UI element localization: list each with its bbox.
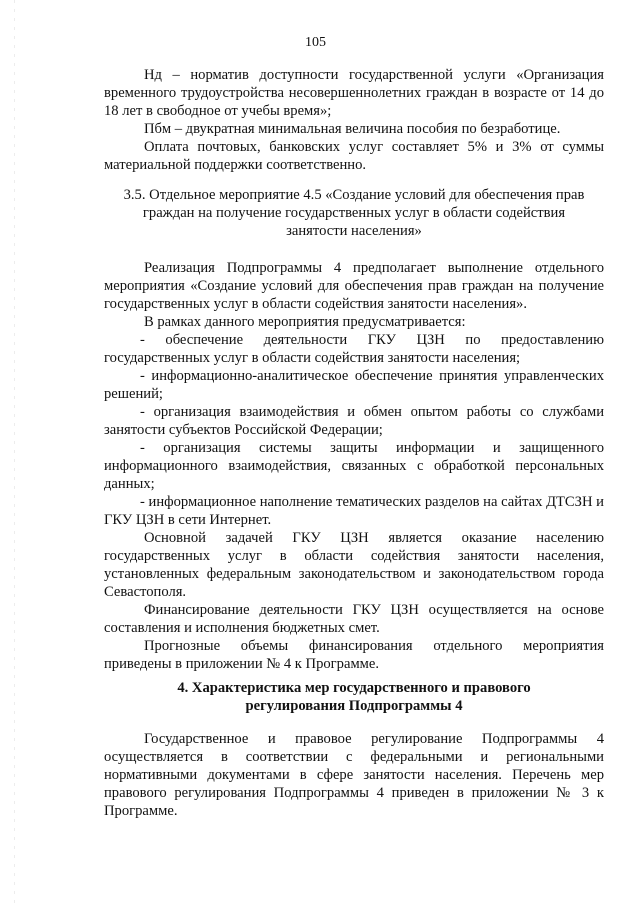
section-3-5-title-line2: граждан на получение государственных услуг в области содействия bbox=[142, 205, 566, 221]
paragraph-nd-definition: Нд – норматив доступности государственной услуги «Организация временного трудоустройства несовершеннолетних граждан в возрасте от 14 до 18 лет в свободное от учебы время»; bbox=[104, 67, 604, 119]
list-item-activity-5: - информационное наполнение тематических разделов на сайтах ДТСЗН и ГКУ ЦЗН в сети Интернет. bbox=[104, 494, 604, 528]
paragraph-regulation: Государственное и правовое регулирование Подпрограммы 4 осуществляется в соответствии с федеральными и региональными нормативными документами в сфере занятости населения. Перечень мер правового регулирования Подпрограммы 4 приведен в приложении № 3 к Программе. bbox=[104, 731, 604, 819]
list-item-activity-4: - организация системы защиты информации и защищенного информационного взаимодействия, связанных с обработкой персональных данных; bbox=[104, 440, 604, 492]
section-3-5-body bbox=[104, 259, 604, 673]
paragraph-main-task: Основной задачей ГКУ ЦЗН является оказание населению государственных услуг в области содействия занятости населения, установленных федеральным законодательством и законодательством города Севастополя. bbox=[104, 530, 604, 600]
section-4-heading bbox=[104, 679, 604, 715]
paragraph-framework: В рамках данного мероприятия предусматривается: bbox=[144, 314, 466, 330]
paragraph-postal-fees: Оплата почтовых, банковских услуг составляет 5% и 3% от суммы материальной поддержки соответственно. bbox=[104, 139, 604, 173]
section-4-title-line2: регулирования Подпрограммы 4 bbox=[245, 698, 463, 714]
scan-edge-artifact bbox=[14, 0, 15, 905]
list-item-activity-1: - обеспечение деятельности ГКУ ЦЗН по предоставлению государственных услуг в области содействия занятости населения; bbox=[104, 332, 604, 366]
section-3-5-heading bbox=[104, 186, 604, 240]
paragraph-implementation: Реализация Подпрограммы 4 предполагает выполнение отдельного мероприятия «Создание условий для обеспечения прав граждан на получение государственных услуг в области содействия занятости населения». bbox=[104, 260, 604, 312]
list-item-activity-3: - организация взаимодействия и обмен опытом работы со службами занятости субъектов Российской Федерации; bbox=[104, 404, 604, 438]
paragraph-forecast-volumes: Прогнозные объемы финансирования отдельного мероприятия приведены в приложении № 4 к Программе. bbox=[104, 638, 604, 672]
page-number: 105 bbox=[305, 35, 326, 50]
intro-block bbox=[104, 66, 604, 174]
section-4-body bbox=[104, 730, 604, 820]
section-4-title-line1: 4. Характеристика мер государственного и правового bbox=[177, 680, 531, 696]
section-3-5-title-line1: 3.5. Отдельное мероприятие 4.5 «Создание условий для обеспечения прав bbox=[123, 187, 585, 203]
paragraph-pbm-definition: Пбм – двукратная минимальная величина пособия по безработице. bbox=[144, 121, 561, 137]
list-item-activity-2: - информационно-аналитическое обеспечение принятия управленческих решений; bbox=[104, 368, 604, 402]
section-3-5-title-line3: занятости населения» bbox=[286, 223, 422, 239]
paragraph-financing: Финансирование деятельности ГКУ ЦЗН осуществляется на основе составления и исполнения бюджетных смет. bbox=[104, 602, 604, 636]
